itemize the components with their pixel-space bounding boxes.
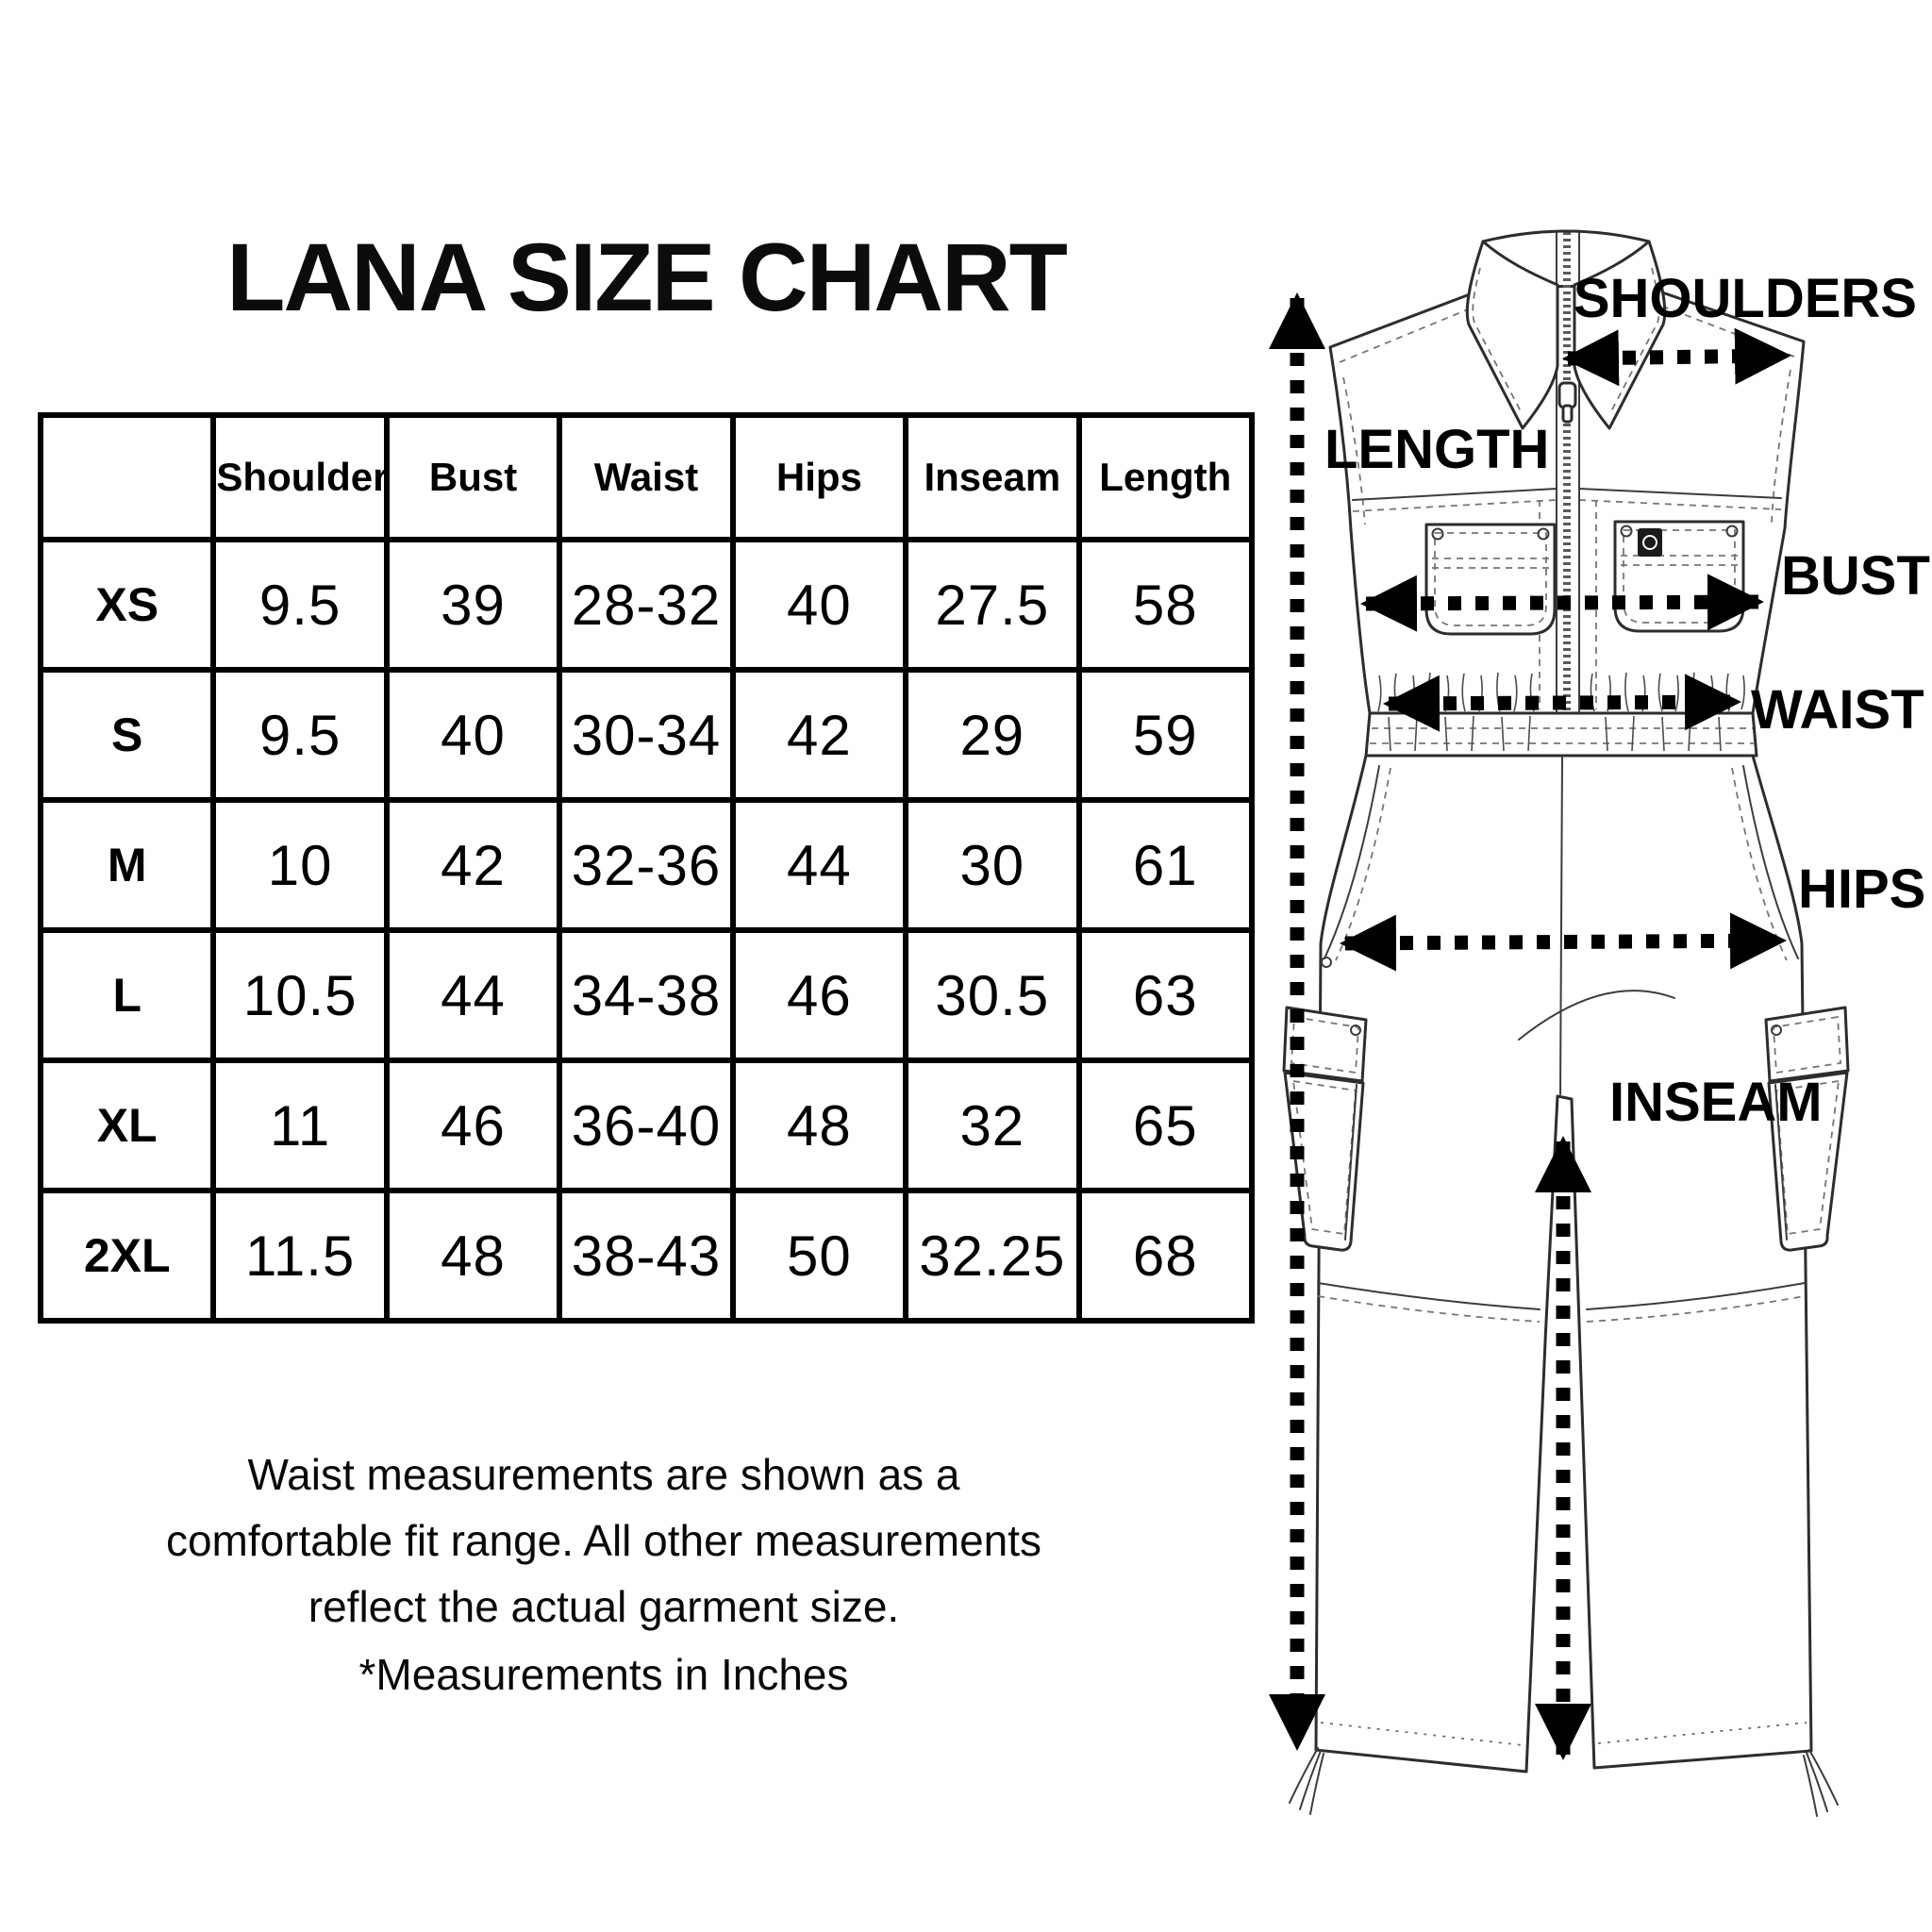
chest-pocket-right: [1615, 522, 1743, 631]
chest-pocket-left-body: [1426, 525, 1555, 634]
size-label: XS: [41, 540, 213, 670]
measurement-cell: 39: [387, 540, 559, 670]
size-label: M: [41, 800, 213, 930]
measurement-cell: 48: [387, 1191, 559, 1321]
waist-label: WAIST: [1751, 679, 1924, 741]
measurement-cell: 9.5: [213, 670, 386, 800]
measurement-cell: 42: [733, 670, 906, 800]
page-title: LANA SIZE CHART: [226, 224, 1066, 331]
column-header-length: Length: [1079, 415, 1252, 540]
measurement-cell: 10: [213, 800, 386, 930]
measurement-cell: 40: [387, 670, 559, 800]
measurement-cell: 30: [906, 800, 1078, 930]
measurement-cell: 46: [387, 1060, 559, 1191]
fit-note-line: reflect the actual garment size.: [308, 1582, 900, 1631]
bust-arrow: [1366, 602, 1758, 604]
measurement-cell: 44: [733, 800, 906, 930]
column-header-bust: Bust: [387, 415, 559, 540]
measurement-cell: 27.5: [906, 540, 1078, 670]
inseam-label: INSEAM: [1609, 1072, 1823, 1133]
column-header-waist: Waist: [559, 415, 732, 540]
measurement-cell: 32-36: [559, 800, 732, 930]
column-header-inseam: Inseam: [906, 415, 1078, 540]
measurement-cell: 63: [1079, 930, 1252, 1060]
fit-note-line: comfortable fit range. All other measurements: [165, 1516, 1042, 1565]
shoulders-label: SHOULDERS: [1573, 268, 1917, 329]
brand-patch: [1638, 528, 1662, 557]
measurement-cell: 50: [733, 1191, 906, 1321]
measurement-cell: 30-34: [559, 670, 732, 800]
measurement-cell: 9.5: [213, 540, 386, 670]
measurement-cell: 42: [387, 800, 559, 930]
measurement-cell: 59: [1079, 670, 1252, 800]
measurement-cell: 36-40: [559, 1060, 732, 1191]
measurement-cell: 48: [733, 1060, 906, 1191]
drawstring-right: [1804, 1750, 1838, 1816]
measurement-cell: 68: [1079, 1191, 1252, 1321]
waistband-body: [1366, 713, 1757, 756]
column-header-hips: Hips: [733, 415, 906, 540]
units-note: *Measurements in Inches: [358, 1650, 849, 1699]
drawstring-left: [1290, 1748, 1324, 1814]
chest-pocket-right-body: [1615, 522, 1743, 631]
zipper-slider: [1559, 383, 1575, 408]
size-label: XL: [41, 1060, 213, 1191]
hips-label: HIPS: [1798, 858, 1926, 920]
measurement-cell: 29: [906, 670, 1078, 800]
measurement-cell: 44: [387, 930, 559, 1060]
chest-pocket-left: [1426, 525, 1555, 634]
measurement-cell: 61: [1079, 800, 1252, 930]
measurement-cell: 40: [733, 540, 906, 670]
size-label: L: [41, 930, 213, 1060]
measurement-cell: 28-32: [559, 540, 732, 670]
column-header-shoulder: Shoulder: [213, 415, 386, 540]
cargo-pocket-right-flap: [1766, 1008, 1848, 1081]
length-label: LENGTH: [1324, 419, 1550, 480]
measurement-cell: 58: [1079, 540, 1252, 670]
fit-note-line: Waist measurements are shown as a: [247, 1450, 960, 1499]
zipper-pull: [1563, 406, 1572, 422]
measurement-cell: 34-38: [559, 930, 732, 1060]
size-label: 2XL: [41, 1191, 213, 1321]
size-label: S: [41, 670, 213, 800]
bust-label: BUST: [1781, 545, 1930, 607]
measurement-cell: 10.5: [213, 930, 386, 1060]
measurement-cell: 11.5: [213, 1191, 386, 1321]
measurement-cell: 30.5: [906, 930, 1078, 1060]
measurement-cell: 46: [733, 930, 906, 1060]
measurement-cell: 32.25: [906, 1191, 1078, 1321]
measurement-cell: 11: [213, 1060, 386, 1191]
measurement-cell: 32: [906, 1060, 1078, 1191]
measurement-cell: 38-43: [559, 1191, 732, 1321]
measurement-cell: 65: [1079, 1060, 1252, 1191]
